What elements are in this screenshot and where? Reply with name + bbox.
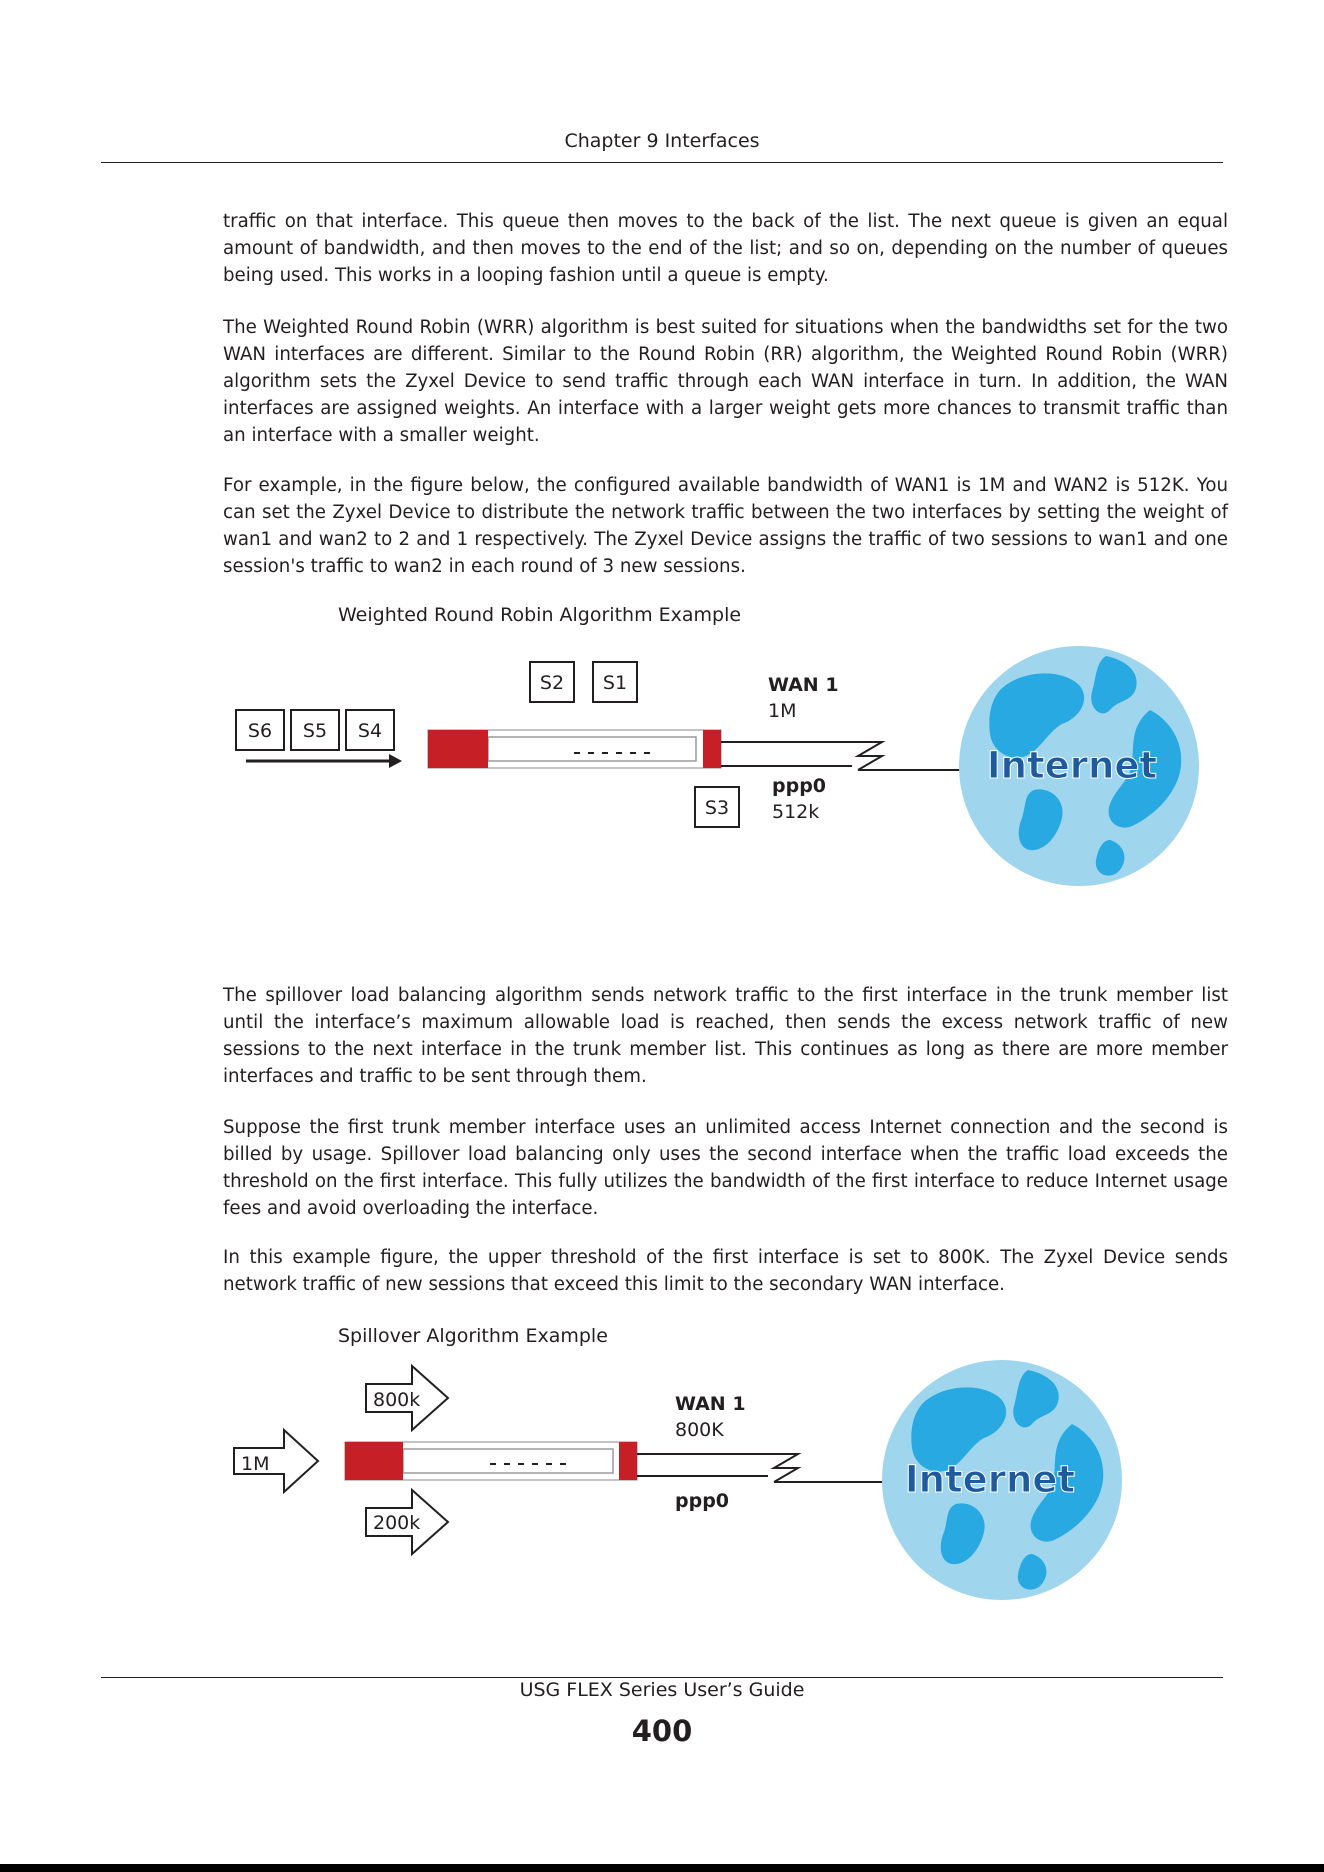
chapter-header: Chapter 9 Interfaces bbox=[564, 130, 760, 152]
ppp0-label: ppp0 bbox=[675, 1490, 730, 1512]
internet-globe-icon bbox=[882, 1360, 1122, 1600]
internet-label: Internet bbox=[904, 1458, 1076, 1501]
wan1-link bbox=[637, 1454, 798, 1482]
zyxel-device bbox=[345, 1442, 637, 1480]
paragraph-spillover-example: In this example figure, the upper threshold of the first interface is set to 800K. The Zyxel Device sends network traffic of new sessions that exceed this limit to the secondary WAN interface. bbox=[223, 1247, 1228, 1295]
figure-caption-wrr: Weighted Round Robin Algorithm Example bbox=[338, 604, 742, 626]
upper-flow-label: 800k bbox=[373, 1389, 421, 1411]
internet-label: Internet bbox=[986, 744, 1158, 787]
session-label: S6 bbox=[247, 720, 273, 742]
paragraph-rr-continued: traffic on that interface. This queue then moves to the back of the list. The next queue is given an equal amount of bandwidth, and then moves to the end of the list; and so on, depending on the number of queues being used. This works in a looping fashion until a queue is empty. bbox=[223, 211, 1228, 286]
ppp0-label: ppp0 bbox=[772, 775, 827, 797]
session-label: S3 bbox=[704, 797, 730, 819]
session-label: S2 bbox=[539, 672, 565, 694]
session-box-s3 bbox=[695, 787, 739, 827]
paragraph-spillover-intro: The spillover load balancing algorithm sends network traffic to the first interface in the trunk member list until the interface’s maximum allowable load is reached, then sends the excess network traffic of new sessions to the next interface in the trunk member list. This continues as long as there are more member interfaces and traffic to be sent through them. bbox=[223, 985, 1228, 1087]
lower-flow-arrow-200k bbox=[366, 1490, 448, 1554]
bottom-edge-bar bbox=[0, 1864, 1324, 1872]
figure-spillover bbox=[0, 1360, 1324, 1610]
session-box-s2 bbox=[530, 662, 574, 702]
figure-caption-spillover: Spillover Algorithm Example bbox=[338, 1325, 608, 1347]
internet-globe-icon bbox=[959, 646, 1199, 886]
wan1-label: WAN 1 bbox=[675, 1393, 746, 1415]
page-number: 400 bbox=[631, 1714, 693, 1748]
paragraph-wrr-example: For example, in the figure below, the configured available bandwidth of WAN1 is 1M and WAN2 is 512K. You can set the Zyxel Device to distribute the network traffic between the two interfaces by setting the weight of wan1 and wan2 to 2 and 1 respectively. The Zyxel Device assigns the traffic of two sessions to wan1 and one session's traffic to wan2 in each round of 3 new sessions. bbox=[223, 475, 1228, 577]
wan1-label: WAN 1 bbox=[768, 674, 839, 696]
ppp0-bandwidth: 512k bbox=[772, 801, 820, 823]
queue-arrowhead bbox=[389, 754, 402, 768]
footer-guide-title: USG FLEX Series User’s Guide bbox=[519, 1679, 805, 1701]
footer-divider bbox=[101, 1677, 1223, 1678]
input-bandwidth-label: 1M bbox=[241, 1453, 270, 1475]
header-divider bbox=[101, 162, 1223, 163]
figure-wrr bbox=[0, 640, 1324, 900]
wan1-bandwidth: 800K bbox=[675, 1419, 724, 1441]
session-label: S1 bbox=[602, 672, 628, 694]
input-arrow-1m bbox=[234, 1430, 318, 1492]
paragraph-spillover-usage: Suppose the first trunk member interface uses an unlimited access Internet connection and the second is billed by usage. Spillover load balancing only uses the second interface when the traffic load exceeds the threshold on the first interface. This fully utilizes the bandwidth of the first interface to reduce Internet usage fees and avoid overloading the interface. bbox=[223, 1117, 1228, 1219]
session-label: S4 bbox=[357, 720, 383, 742]
session-box-s4 bbox=[346, 710, 394, 750]
upper-flow-arrow-800k bbox=[366, 1366, 448, 1430]
zyxel-device bbox=[428, 730, 721, 768]
session-box-s5 bbox=[291, 710, 339, 750]
paragraph-wrr-intro: The Weighted Round Robin (WRR) algorithm is best suited for situations when the bandwidths set for the two WAN interfaces are different. Similar to the Round Robin (RR) algorithm, the Weighted Round Robin (WRR) algorithm sets the Zyxel Device to send traffic through each WAN interface in turn. In addition, the WAN interfaces are assigned weights. An interface with a larger weight gets more chances to transmit traffic than an interface with a smaller weight. bbox=[223, 317, 1228, 446]
session-box-s1 bbox=[593, 662, 637, 702]
wan1-bandwidth: 1M bbox=[768, 700, 797, 722]
session-box-s6 bbox=[236, 710, 284, 750]
session-label: S5 bbox=[302, 720, 328, 742]
lower-flow-label: 200k bbox=[373, 1512, 421, 1534]
